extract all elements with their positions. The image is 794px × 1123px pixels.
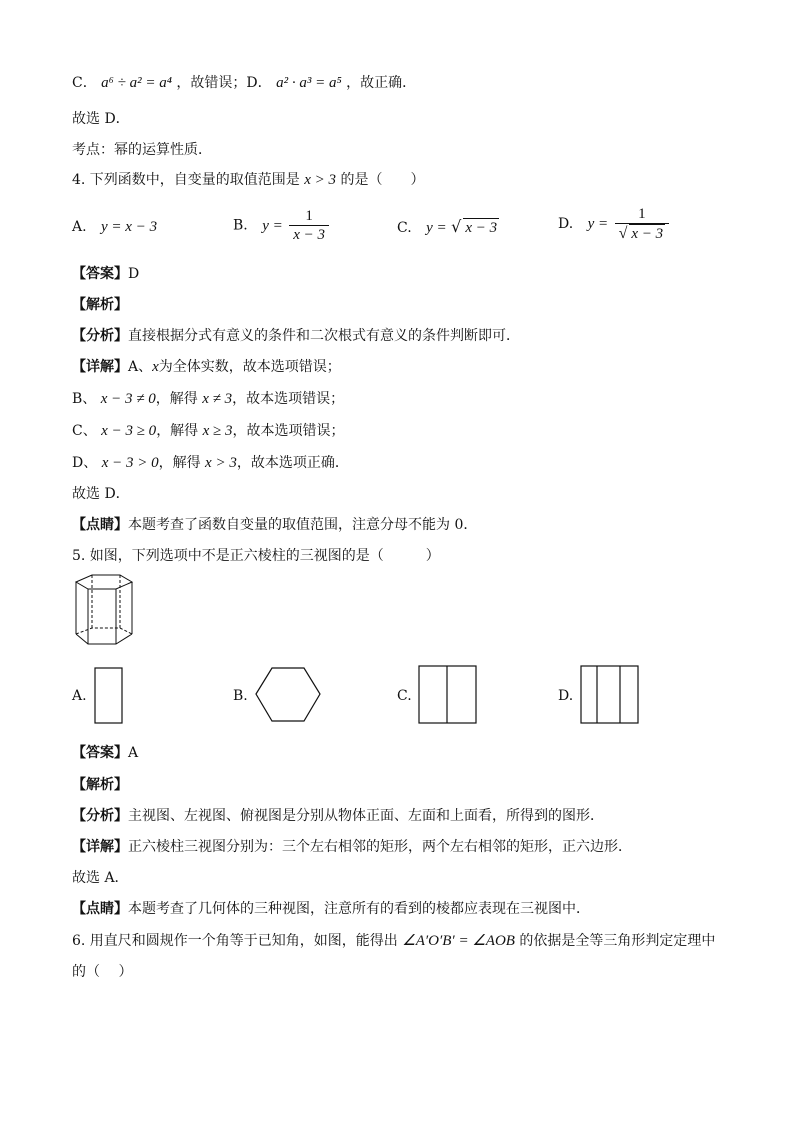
q4-xiangjie-c [72, 422, 345, 440]
q4-d-label: D. [558, 216, 574, 232]
radical-sign-icon: √ [618, 225, 628, 242]
q4-xiangjie-d [72, 454, 349, 472]
q4-c-label: C. [397, 220, 412, 236]
xiangjie-text: 正六棱柱三视图分别为：三个左右相邻的矩形，两个左右相邻的矩形，正六边形． [128, 839, 632, 855]
xiangjie-b-mid: ，解得 [155, 391, 198, 407]
prev-line-c-d [72, 74, 416, 92]
xiangjie-tag: 【详解】 [72, 839, 128, 855]
dianjing-text: 本题考查了函数自变量的取值范围，注意分母不能为 0． [128, 517, 478, 533]
answer-tag: 【答案】 [72, 266, 128, 282]
q4-dianjing [72, 516, 477, 534]
c-label: C． [72, 75, 97, 91]
q4-d-lhs: y = [587, 216, 609, 232]
q4-b-label: B. [233, 217, 248, 234]
prev-kaodian: 考点：幂的运算性质． [72, 142, 212, 158]
q5-jiexi: 【解析】 [72, 777, 128, 793]
q5-d-label: D. [558, 688, 574, 704]
q4-answer [72, 265, 139, 283]
xiangjie-c-mid: ，解得 [156, 423, 199, 439]
q5-xiangjie [72, 838, 632, 856]
xiangjie-d-math1: x − 3 > 0 [101, 455, 159, 471]
q4-stem-pre: 4. 下列函数中，自变量的取值范围是 [72, 172, 300, 188]
q4-b-denominator: x − 3 [289, 225, 329, 244]
q5-answer [72, 744, 138, 762]
xiangjie-b-math2: x ≠ 3 [202, 391, 233, 407]
c-expression: a⁶ ÷ a² = a⁴ [101, 75, 172, 91]
xiangjie-d-mid: ，解得 [158, 455, 201, 471]
q5-fenxi [72, 807, 604, 825]
q4-d-radicand: x − 3 [631, 226, 664, 242]
q4-option-d [558, 205, 671, 243]
xiangjie-tag: 【详解】 [72, 359, 128, 375]
q4-b-numerator: 1 [305, 208, 313, 224]
q4-jiexi: 【解析】 [72, 297, 128, 313]
q5-option-a-rectangle [94, 667, 124, 725]
xiangjie-c-post: ，故本选项错误； [232, 423, 345, 439]
q4-option-c [397, 218, 499, 237]
q4-fenxi [72, 327, 520, 345]
q6-stem-pre: 6. 用直尺和圆规作一个角等于已知角，如图，能得出 [72, 933, 398, 949]
q4-option-b [233, 207, 331, 244]
xiangjie-a-post: 为全体实数，故本选项错误； [158, 359, 341, 375]
q5-b-label: B. [233, 688, 248, 704]
answer-value: D [128, 266, 140, 282]
q4-c-radicand: x − 3 [465, 220, 498, 236]
radical-sign-icon: √ [451, 217, 462, 236]
q4-d-fraction [615, 205, 670, 243]
q4-stem-post: 的是（ ） [340, 172, 425, 188]
dianjing-text: 本题考查了几何体的三种视图，注意所有的看到的棱都应表现在三视图中． [128, 901, 590, 917]
d-text: ，故正确． [346, 75, 417, 91]
xiangjie-b-post: ，故本选项错误； [232, 391, 345, 407]
xiangjie-d-pre: D、 [72, 455, 98, 471]
q4-b-lhs: y = [262, 217, 283, 234]
q4-xiangjie-a [72, 358, 341, 376]
q4-stem-math: x > 3 [304, 172, 337, 188]
q5-option-b-hexagon [254, 666, 322, 724]
q5-choice: 故选 A． [72, 870, 129, 886]
q4-option-a [72, 218, 157, 236]
q5-option-c-rectangles [418, 665, 478, 725]
fenxi-text: 直接根据分式有意义的条件和二次根式有意义的条件判断即可． [128, 328, 520, 344]
q4-choice: 故选 D． [72, 486, 130, 502]
q4-b-fraction [289, 207, 329, 244]
q4-xiangjie-b [72, 390, 344, 408]
hexagonal-prism-figure [70, 572, 136, 652]
xiangjie-a-pre: A、 [128, 359, 153, 375]
xiangjie-b-math1: x − 3 ≠ 0 [100, 391, 156, 407]
dianjing-tag: 【点睛】 [72, 517, 128, 533]
answer-tag: 【答案】 [72, 745, 128, 761]
dianjing-tag: 【点睛】 [72, 901, 128, 917]
q6-stem-line2: 的（ ） [72, 964, 133, 980]
xiangjie-c-pre: C、 [72, 423, 97, 439]
q4-c-lhs: y = [426, 220, 447, 236]
xiangjie-b-pre: B、 [72, 391, 97, 407]
fenxi-tag: 【分析】 [72, 808, 128, 824]
c-text: ，故错误；D． [176, 75, 272, 91]
prev-choice: 故选 D． [72, 111, 130, 127]
q5-dianjing [72, 900, 590, 918]
q6-stem [72, 932, 715, 950]
xiangjie-a-math: x [152, 359, 159, 375]
q5-a-label: A. [72, 688, 87, 704]
q4-a-label: A. [72, 219, 87, 235]
q5-c-label: C. [397, 688, 412, 704]
q5-stem: 5. 如图，下列选项中不是正六棱柱的三视图的是（ ） [72, 548, 440, 564]
q4-stem [72, 171, 425, 189]
q6-stem-math: ∠A′O′B′ = ∠AOB [402, 933, 515, 949]
fenxi-tag: 【分析】 [72, 328, 128, 344]
xiangjie-c-math2: x ≥ 3 [202, 423, 233, 439]
xiangjie-c-math1: x − 3 ≥ 0 [101, 423, 157, 439]
q5-option-d-rectangles [580, 665, 640, 725]
xiangjie-d-post: ，故本选项正确． [236, 455, 349, 471]
q4-d-numerator: 1 [638, 206, 646, 222]
q6-stem-post: 的依据是全等三角形判定定理中 [519, 933, 716, 949]
d-expression: a² · a³ = a⁵ [276, 75, 342, 91]
answer-value: A [128, 745, 139, 761]
fenxi-text: 主视图、左视图、俯视图是分别从物体正面、左面和上面看，所得到的图形． [128, 808, 604, 824]
q4-d-denominator [615, 223, 670, 243]
q4-a-expr: y = x − 3 [101, 219, 158, 235]
xiangjie-d-math2: x > 3 [205, 455, 237, 471]
